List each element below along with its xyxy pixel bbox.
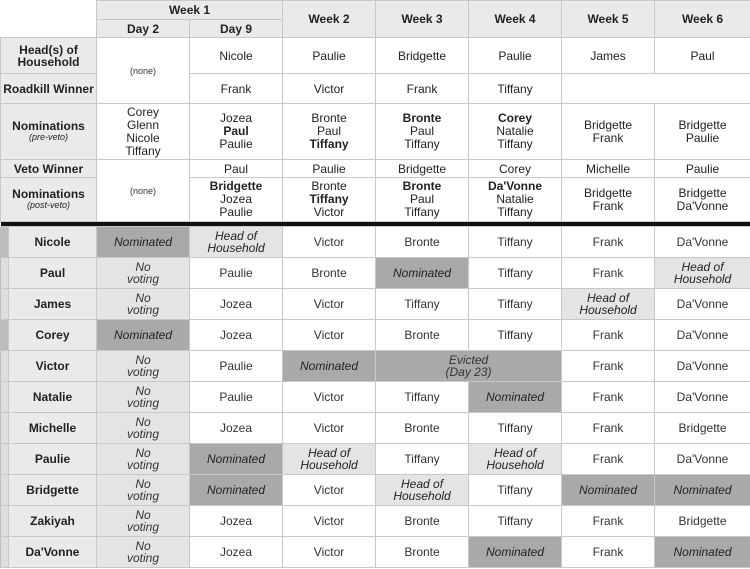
row-marker — [1, 227, 9, 258]
nominee: Frank — [592, 198, 624, 213]
player-row — [1, 351, 750, 382]
row-marker — [1, 258, 9, 289]
vote-cell — [655, 258, 750, 289]
nominee: Bridgette — [584, 185, 633, 200]
hoh-line1: Head of — [401, 477, 444, 491]
week-3-header: Week 3 — [376, 1, 469, 38]
week1-none-cell: (none) — [97, 38, 190, 104]
nominee: Tiffany — [404, 205, 440, 219]
hoh-w6: Paul — [655, 38, 750, 74]
nominee: Tiffany — [309, 192, 349, 206]
vote-cell — [283, 444, 376, 475]
player-row — [1, 413, 750, 444]
player-name: Da'Vonne — [9, 537, 97, 568]
novote-line1: No — [135, 539, 151, 553]
player-name: Paul — [9, 258, 97, 289]
vote-cell — [97, 413, 190, 444]
hoh-line2: Household — [486, 458, 544, 472]
player-name: Natalie — [9, 382, 97, 413]
nominee: Bridgette — [678, 185, 727, 200]
novote-line1: No — [135, 384, 151, 398]
vote-cell: Nominated — [562, 475, 655, 506]
roadkill-w2: Victor — [283, 74, 376, 104]
vote-cell: Frank — [562, 258, 655, 289]
novote-line2: voting — [126, 272, 160, 286]
vote-cell: Tiffany — [469, 258, 562, 289]
novote-line2: voting — [126, 427, 160, 441]
hoh-line1: Head of — [494, 446, 537, 460]
nominee: Paulie — [219, 137, 253, 151]
novote-line2: voting — [126, 303, 160, 317]
novote-line2: voting — [126, 489, 160, 503]
vote-cell: Jozea — [190, 537, 283, 568]
vote-cell: Jozea — [190, 289, 283, 320]
hoh-line1: Head of — [308, 446, 351, 460]
veto-d9: Paul — [190, 160, 283, 178]
player-row — [1, 537, 750, 568]
hoh-d9: Nicole — [190, 38, 283, 74]
nominee: Jozea — [219, 111, 253, 125]
vote-cell: Da'Vonne — [655, 227, 750, 258]
vote-cell: Bridgette — [655, 413, 750, 444]
row-marker — [1, 351, 9, 382]
vote-cell: Tiffany — [469, 227, 562, 258]
player-name: James — [9, 289, 97, 320]
vote-cell: Victor — [283, 382, 376, 413]
row-marker — [1, 320, 9, 351]
player-row — [1, 289, 750, 320]
vote-cell: Tiffany — [469, 320, 562, 351]
vote-cell: Bronte — [376, 320, 469, 351]
novote-line2: voting — [126, 520, 160, 534]
vote-cell — [469, 444, 562, 475]
player-row — [1, 258, 750, 289]
player-row — [1, 475, 750, 506]
nom-post-w4 — [469, 178, 562, 222]
nominee: Glenn — [126, 117, 160, 132]
roadkill-d9: Frank — [190, 74, 283, 104]
vote-cell: Tiffany — [376, 382, 469, 413]
player-row — [1, 227, 750, 258]
vote-cell: Jozea — [190, 413, 283, 444]
novote-line1: No — [135, 508, 151, 522]
hoh-label: Head(s) of Household — [1, 38, 97, 74]
veto-w6: Paulie — [655, 160, 750, 178]
vote-cell — [97, 382, 190, 413]
vote-cell: Bronte — [283, 258, 376, 289]
hoh-line2: Household — [207, 241, 265, 255]
vote-cell: Nominated — [97, 227, 190, 258]
evicted-line1: Evicted — [448, 353, 489, 367]
vote-cell — [97, 289, 190, 320]
vote-cell — [97, 475, 190, 506]
vote-cell: Victor — [283, 506, 376, 537]
vote-cell — [376, 475, 469, 506]
vote-cell: Bridgette — [655, 506, 750, 537]
vote-cell: Da'Vonne — [655, 289, 750, 320]
vote-cell: Frank — [562, 351, 655, 382]
hoh-w3: Bridgette — [376, 38, 469, 74]
vote-cell: Bronte — [376, 506, 469, 537]
player-name: Nicole — [9, 227, 97, 258]
hoh-row — [1, 38, 750, 74]
vote-cell: Nominated — [655, 475, 750, 506]
player-row — [1, 320, 750, 351]
week-6-header: Week 6 — [655, 1, 750, 38]
evicted-line2: (Day 23) — [445, 365, 492, 379]
row-marker — [1, 289, 9, 320]
veto-w3: Bridgette — [376, 160, 469, 178]
novote-line1: No — [135, 291, 151, 305]
vote-cell: Tiffany — [469, 475, 562, 506]
vote-cell: Nominated — [376, 258, 469, 289]
vote-cell: Frank — [562, 227, 655, 258]
vote-cell: Tiffany — [469, 289, 562, 320]
roadkill-label: Roadkill Winner — [1, 74, 97, 104]
nominee: Paulie — [219, 205, 253, 219]
vote-cell: Frank — [562, 413, 655, 444]
player-name: Victor — [9, 351, 97, 382]
nom-post-w2 — [283, 178, 376, 222]
hoh-line2: Household — [579, 303, 637, 317]
player-name: Zakiyah — [9, 506, 97, 537]
vote-cell: Bronte — [376, 413, 469, 444]
week1-none-cell-2: (none) — [97, 160, 190, 222]
nom-post-sub: (post-veto) — [26, 200, 70, 210]
player-row — [1, 444, 750, 475]
novote-line1: No — [135, 260, 151, 274]
nominee: Tiffany — [309, 137, 349, 151]
nominee: Bridgette — [209, 179, 263, 193]
header-row-weeks — [1, 1, 750, 20]
player-row — [1, 506, 750, 537]
vote-cell: Paulie — [190, 351, 283, 382]
roadkill-w4: Tiffany — [469, 74, 562, 104]
row-marker — [1, 413, 9, 444]
vote-cell: Tiffany — [376, 444, 469, 475]
vote-cell: Frank — [562, 506, 655, 537]
week-2-header: Week 2 — [283, 1, 376, 38]
vote-cell: Nominated — [283, 351, 376, 382]
player-name: Paulie — [9, 444, 97, 475]
vote-cell: Tiffany — [469, 413, 562, 444]
nom-post-w6 — [655, 178, 750, 222]
week-1-header: Week 1 — [97, 1, 283, 20]
nominee: Tiffany — [404, 137, 440, 151]
vote-cell — [97, 537, 190, 568]
nom-pre-d2 — [97, 104, 190, 160]
novote-line2: voting — [126, 365, 160, 379]
nominee: Bronte — [402, 179, 442, 193]
vote-cell: Bronte — [376, 537, 469, 568]
novote-line1: No — [135, 353, 151, 367]
hoh-w4: Paulie — [469, 38, 562, 74]
nominee: Paul — [410, 192, 435, 206]
novote-line1: No — [135, 477, 151, 491]
vote-cell — [97, 506, 190, 537]
vote-cell: Nominated — [190, 475, 283, 506]
veto-row — [1, 160, 750, 178]
roadkill-w3: Frank — [376, 74, 469, 104]
vote-cell: Da'Vonne — [655, 320, 750, 351]
vote-cell: Victor — [283, 320, 376, 351]
nominee: Da'Vonne — [488, 179, 542, 193]
nominee: Victor — [313, 205, 345, 219]
vote-cell: Jozea — [190, 506, 283, 537]
vote-cell — [562, 289, 655, 320]
nominee: Tiffany — [497, 205, 533, 219]
nominee: Nicole — [126, 130, 160, 145]
vote-cell: Victor — [283, 289, 376, 320]
veto-label: Veto Winner — [1, 160, 97, 178]
nom-pre-sub: (pre-veto) — [28, 132, 68, 142]
nominee: Paul — [317, 124, 342, 138]
player-name: Bridgette — [9, 475, 97, 506]
hoh-line1: Head of — [587, 291, 630, 305]
nominee: Paul — [410, 124, 435, 138]
row-marker — [1, 537, 9, 568]
nom-post-title: Nominations — [12, 187, 85, 201]
vote-cell: Frank — [562, 537, 655, 568]
vote-cell — [190, 227, 283, 258]
hoh-w5: James — [562, 38, 655, 74]
nominee: Da'Vonne — [676, 198, 729, 213]
novote-line1: No — [135, 415, 151, 429]
nom-pre-w6 — [655, 104, 750, 160]
nom-post-label — [1, 178, 97, 222]
week-5-header: Week 5 — [562, 1, 655, 38]
nom-pre-row — [1, 104, 750, 160]
nominee: Natalie — [496, 192, 534, 206]
novote-line2: voting — [126, 396, 160, 410]
row-marker — [1, 506, 9, 537]
veto-w4: Corey — [469, 160, 562, 178]
nominee: Bridgette — [584, 117, 633, 132]
nominee: Jozea — [219, 192, 253, 206]
hoh-w2: Paulie — [283, 38, 376, 74]
nom-pre-w4 — [469, 104, 562, 160]
vote-cell: Nominated — [469, 382, 562, 413]
veto-w5: Michelle — [562, 160, 655, 178]
nom-pre-w2 — [283, 104, 376, 160]
vote-cell: Da'Vonne — [655, 444, 750, 475]
novote-line1: No — [135, 446, 151, 460]
row-marker — [1, 382, 9, 413]
nominee: Bronte — [311, 111, 347, 125]
vote-cell: Paulie — [190, 382, 283, 413]
hoh-line2: Household — [673, 272, 732, 286]
nom-pre-w5 — [562, 104, 655, 160]
row-marker — [1, 475, 9, 506]
nominee: Tiffany — [497, 137, 533, 151]
vote-cell: Victor — [283, 413, 376, 444]
hoh-line2: Household — [393, 489, 451, 503]
nominee: Frank — [592, 130, 624, 145]
player-row — [1, 382, 750, 413]
nominee: Natalie — [496, 124, 534, 138]
veto-w2: Paulie — [283, 160, 376, 178]
novote-line2: voting — [126, 551, 160, 565]
nom-pre-title: Nominations — [12, 119, 85, 133]
evicted-cell — [376, 351, 562, 382]
nom-post-w3 — [376, 178, 469, 222]
nominee: Corey — [126, 104, 159, 119]
vote-cell: Jozea — [190, 320, 283, 351]
vote-cell: Tiffany — [376, 289, 469, 320]
vote-cell: Nominated — [469, 537, 562, 568]
nom-post-d9 — [190, 178, 283, 222]
player-name: Corey — [9, 320, 97, 351]
corner-cell — [1, 1, 97, 38]
nominee: Bronte — [402, 111, 442, 125]
vote-cell: Tiffany — [469, 506, 562, 537]
nom-pre-w3 — [376, 104, 469, 160]
player-name: Michelle — [9, 413, 97, 444]
novote-line2: voting — [126, 458, 160, 472]
vote-cell: Nominated — [97, 320, 190, 351]
vote-cell: Victor — [283, 227, 376, 258]
nominee: Corey — [498, 111, 533, 125]
week-4-header: Week 4 — [469, 1, 562, 38]
vote-cell: Victor — [283, 537, 376, 568]
day-9-header: Day 9 — [190, 20, 283, 38]
vote-cell: Frank — [562, 320, 655, 351]
vote-cell — [97, 444, 190, 475]
vote-cell: Nominated — [190, 444, 283, 475]
day-2-header: Day 2 — [97, 20, 190, 38]
nominee: Bronte — [311, 179, 347, 193]
vote-cell: Paulie — [190, 258, 283, 289]
vote-cell — [97, 258, 190, 289]
vote-cell: Victor — [283, 475, 376, 506]
nominee: Paulie — [685, 130, 720, 145]
nom-post-w5 — [562, 178, 655, 222]
nom-pre-label — [1, 104, 97, 160]
hoh-line2: Household — [300, 458, 358, 472]
row-marker — [1, 444, 9, 475]
vote-cell: Frank — [562, 382, 655, 413]
vote-cell: Bronte — [376, 227, 469, 258]
roadkill-empty — [562, 74, 750, 104]
nominee: Paul — [223, 124, 249, 138]
nominee: Tiffany — [125, 143, 161, 158]
nominee: Bridgette — [678, 117, 727, 132]
hoh-line1: Head of — [214, 229, 258, 243]
hoh-line1: Head of — [681, 260, 724, 274]
nom-pre-d9 — [190, 104, 283, 160]
vote-cell: Da'Vonne — [655, 382, 750, 413]
vote-cell: Frank — [562, 444, 655, 475]
vote-cell: Da'Vonne — [655, 351, 750, 382]
vote-cell: Nominated — [655, 537, 750, 568]
vote-cell — [97, 351, 190, 382]
